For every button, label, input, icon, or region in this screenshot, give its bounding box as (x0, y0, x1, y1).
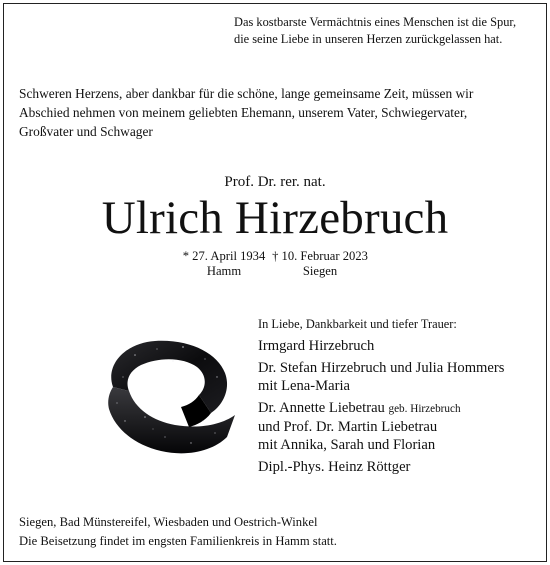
birth-place: Hamm (206, 264, 242, 278)
burial-note: Die Beisetzung findet im engsten Familienkreis in Hamm statt. (19, 534, 337, 548)
death-place: Siegen (302, 264, 338, 278)
mourner-entry (258, 399, 543, 454)
mourner-line: mit Lena-Maria (258, 378, 350, 394)
academic-title: Prof. Dr. rer. nat. (224, 174, 326, 190)
mourner-entry (258, 337, 543, 355)
mourner-name: Dr. Annette Liebetrau (258, 400, 385, 416)
death-info (272, 249, 368, 279)
announcement-line: Abschied nehmen von meinem geliebten Ehemann, unserem Vater, Schwiegervater, (19, 105, 468, 120)
ribbon-loop-icon (95, 325, 245, 465)
mourner-line: und Prof. Dr. Martin Liebetrau (258, 419, 438, 435)
birth-info (176, 249, 272, 279)
mourner-entry (258, 359, 543, 395)
family-locations: Siegen, Bad Münstereifel, Wiesbaden und Oestrich-Winkel (19, 515, 318, 529)
mourner-line: Irmgard Hirzebruch (258, 338, 375, 354)
quote-line: Das kostbarste Vermächtnis eines Menschen ist die Spur, (234, 15, 517, 29)
mourners-lead: In Liebe, Dankbarkeit und tiefer Trauer: (258, 317, 457, 331)
memorial-quote (234, 14, 534, 48)
announcement-line: Großvater und Schwager (19, 124, 153, 139)
death-date: † 10. Februar 2023 (272, 249, 368, 263)
birth-date: * 27. April 1934 (182, 249, 266, 263)
mourners-list (258, 316, 543, 480)
deceased-name: Ulrich Hirzebruch (101, 192, 449, 244)
mourner-line: mit Annika, Sarah und Florian (258, 437, 436, 453)
announcement-line: Schweren Herzens, aber dankbar für die schöne, lange gemeinsame Zeit, müssen wir (19, 86, 474, 101)
mourner-entry (258, 458, 543, 476)
mourner-line (258, 399, 543, 418)
footer-text (19, 513, 534, 551)
mourner-line: Dipl.-Phys. Heinz Röttger (258, 459, 411, 475)
maiden-name: geb. Hirzebruch (388, 403, 461, 415)
quote-line: die seine Liebe in unseren Herzen zurückgelassen hat. (234, 32, 503, 46)
mourner-line: Dr. Stefan Hirzebruch und Julia Hommers (258, 360, 505, 376)
announcement-text (19, 84, 534, 141)
